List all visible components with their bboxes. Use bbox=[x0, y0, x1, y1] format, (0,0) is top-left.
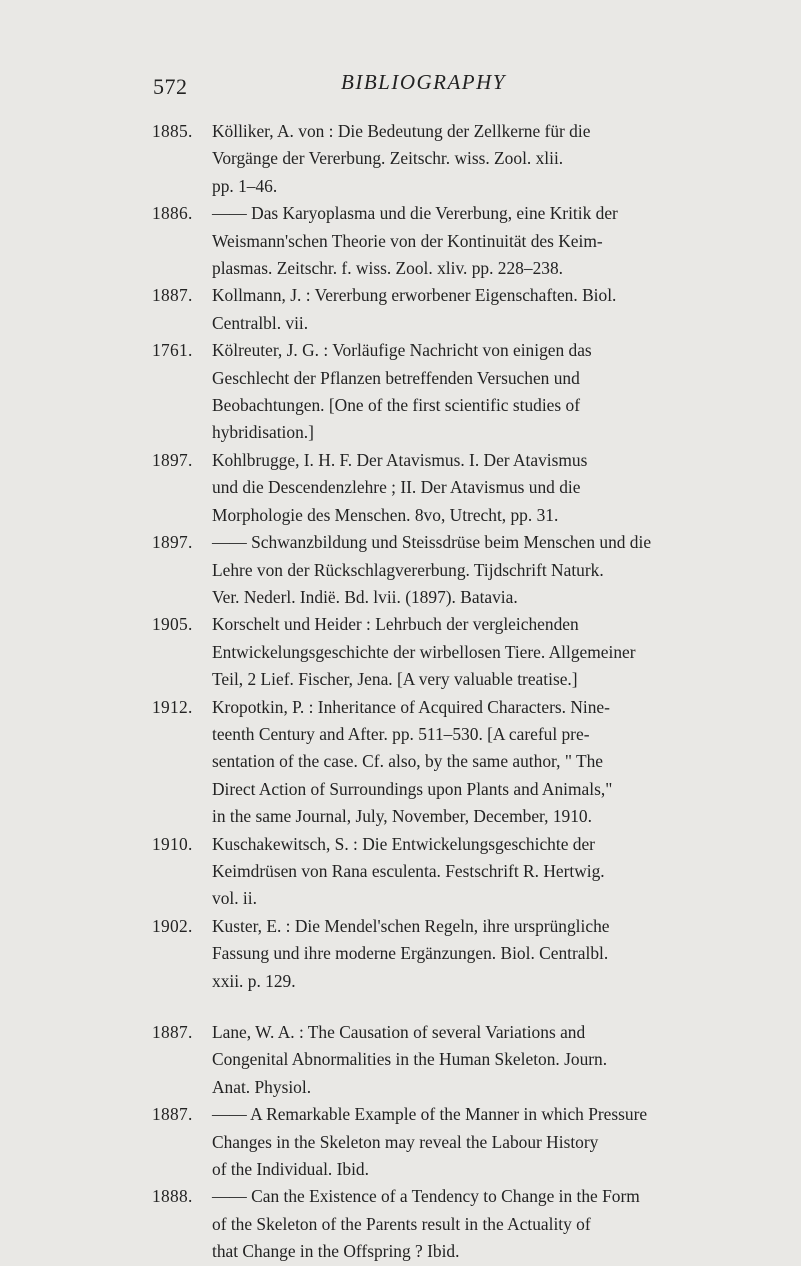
bibliography-entries bbox=[152, 118, 764, 1266]
entry-line: —— Das Karyoplasma und die Vererbung, eine Kritik der bbox=[212, 203, 618, 224]
entry-line: Geschlecht der Pflanzen betreffenden Versuchen und bbox=[212, 367, 580, 388]
entry-text bbox=[212, 611, 764, 693]
entry-text bbox=[212, 913, 764, 995]
bibliography-entry bbox=[152, 447, 764, 529]
entry-year: 1905. bbox=[152, 614, 193, 635]
entry-line: hybridisation.] bbox=[212, 422, 314, 443]
entry-line: Kuster, E. : Die Mendel'schen Regeln, ihre ursprüngliche bbox=[212, 915, 610, 936]
bibliography-entry bbox=[152, 913, 764, 995]
entry-text bbox=[212, 337, 764, 447]
entry-line: of the Individual. Ibid. bbox=[212, 1159, 369, 1180]
entry-text bbox=[212, 447, 764, 529]
entry-text bbox=[212, 200, 764, 282]
bibliography-entry bbox=[152, 337, 764, 447]
entry-line: —— A Remarkable Example of the Manner in which Pressure bbox=[212, 1104, 648, 1125]
entry-line: Direct Action of Surroundings upon Plants and Animals," bbox=[212, 778, 613, 799]
entry-year: 1886. bbox=[152, 203, 193, 224]
entry-text bbox=[212, 282, 764, 337]
entry-text bbox=[212, 1019, 764, 1101]
entry-line: Morphologie des Menschen. 8vo, Utrecht, pp. 31. bbox=[212, 504, 559, 525]
entry-line: Entwickelungsgeschichte der wirbellosen Tiere. Allgemeiner bbox=[212, 641, 636, 662]
bibliography-entry bbox=[152, 831, 764, 913]
entry-line: in the same Journal, July, November, December, 1910. bbox=[212, 806, 592, 827]
bibliography-entry bbox=[152, 200, 764, 282]
page-number: 572 bbox=[153, 74, 188, 99]
entry-line: Kuschakewitsch, S. : Die Entwickelungsgeschichte der bbox=[212, 833, 595, 854]
entry-line: Centralbl. vii. bbox=[212, 312, 309, 333]
entry-line: that Change in the Offspring ? Ibid. bbox=[212, 1241, 460, 1262]
bibliography-entry bbox=[152, 1183, 764, 1265]
entry-line: sentation of the case. Cf. also, by the same author, " The bbox=[212, 751, 603, 772]
entry-text bbox=[212, 694, 764, 831]
bibliography-entry bbox=[152, 282, 764, 337]
entry-line: plasmas. Zeitschr. f. wiss. Zool. xliv. pp. 228–238. bbox=[212, 258, 564, 279]
entry-line: Fassung und ihre moderne Ergänzungen. Biol. Centralbl. bbox=[212, 943, 609, 964]
entry-line: Teil, 2 Lief. Fischer, Jena. [A very valuable treatise.] bbox=[212, 669, 578, 690]
entry-line: of the Skeleton of the Parents result in the Actuality of bbox=[212, 1213, 591, 1234]
entry-line: Kohlbrugge, I. H. F. Der Atavismus. I. Der Atavismus bbox=[212, 449, 588, 470]
entry-text bbox=[212, 118, 764, 200]
entry-line: —— Schwanzbildung und Steissdrüse beim Menschen und die bbox=[212, 532, 652, 553]
entry-year: 1897. bbox=[152, 532, 193, 553]
entry-line: Keimdrüsen von Rana esculenta. Festschrift R. Hertwig. bbox=[212, 860, 605, 881]
bibliography-entry bbox=[152, 1019, 764, 1101]
entry-text bbox=[212, 1183, 764, 1265]
entry-text bbox=[212, 1101, 764, 1183]
entry-line: teenth Century and After. pp. 511–530. [A careful pre- bbox=[212, 723, 590, 744]
entry-line: und die Descendenzlehre ; II. Der Atavismus und die bbox=[212, 477, 581, 498]
entry-line: Ver. Nederl. Indië. Bd. lvii. (1897). Batavia. bbox=[212, 586, 518, 607]
entry-line: xxii. p. 129. bbox=[212, 970, 296, 991]
entry-line: Weismann'schen Theorie von der Kontinuität des Keim- bbox=[212, 230, 603, 251]
page-header bbox=[0, 68, 801, 104]
entry-line: Anat. Physiol. bbox=[212, 1076, 312, 1097]
entry-text bbox=[212, 529, 764, 611]
entry-line: Korschelt und Heider : Lehrbuch der vergleichenden bbox=[212, 614, 579, 635]
entry-line: Lane, W. A. : The Causation of several Variations and bbox=[212, 1022, 586, 1042]
entry-year: 1910. bbox=[152, 833, 193, 854]
entry-line: Kropotkin, P. : Inheritance of Acquired Characters. Nine- bbox=[212, 696, 610, 717]
bibliography-entry bbox=[152, 1101, 764, 1183]
entry-line: Kölliker, A. von : Die Bedeutung der Zellkerne für die bbox=[212, 121, 591, 141]
entry-line: Kölreuter, J. G. : Vorläufige Nachricht von einigen das bbox=[212, 340, 592, 361]
entry-line: Kollmann, J. : Vererbung erworbener Eigenschaften. Biol. bbox=[212, 285, 617, 306]
entry-year: 1897. bbox=[152, 449, 193, 470]
entry-year: 1887. bbox=[152, 285, 193, 306]
bibliography-entry bbox=[152, 529, 764, 611]
entry-line: Beobachtungen. [One of the first scientific studies of bbox=[212, 395, 580, 416]
bibliography-entry bbox=[152, 694, 764, 831]
bibliography-entry bbox=[152, 118, 764, 200]
entry-line: Vorgänge der Vererbung. Zeitschr. wiss. Zool. xlii. bbox=[212, 148, 564, 169]
entry-year: 1885. bbox=[152, 121, 193, 141]
bibliography-entry bbox=[152, 611, 764, 693]
entry-year: 1887. bbox=[152, 1104, 193, 1125]
entry-line: Changes in the Skeleton may reveal the Labour History bbox=[212, 1131, 599, 1152]
entry-year: 1912. bbox=[152, 696, 193, 717]
entry-line: Congenital Abnormalities in the Human Skeleton. Journ. bbox=[212, 1049, 608, 1070]
entry-text bbox=[212, 831, 764, 913]
running-head: BIBLIOGRAPHY bbox=[341, 70, 506, 94]
entry-line: pp. 1–46. bbox=[212, 175, 278, 196]
entry-line: —— Can the Existence of a Tendency to Change in the Form bbox=[212, 1186, 640, 1207]
entry-year: 1887. bbox=[152, 1022, 193, 1042]
entry-year: 1888. bbox=[152, 1186, 193, 1207]
entry-line: Lehre von der Rückschlagvererbung. Tijdschrift Naturk. bbox=[212, 559, 604, 580]
entry-line: vol. ii. bbox=[212, 888, 257, 909]
entry-year: 1902. bbox=[152, 915, 193, 936]
entry-year: 1761. bbox=[152, 340, 193, 361]
